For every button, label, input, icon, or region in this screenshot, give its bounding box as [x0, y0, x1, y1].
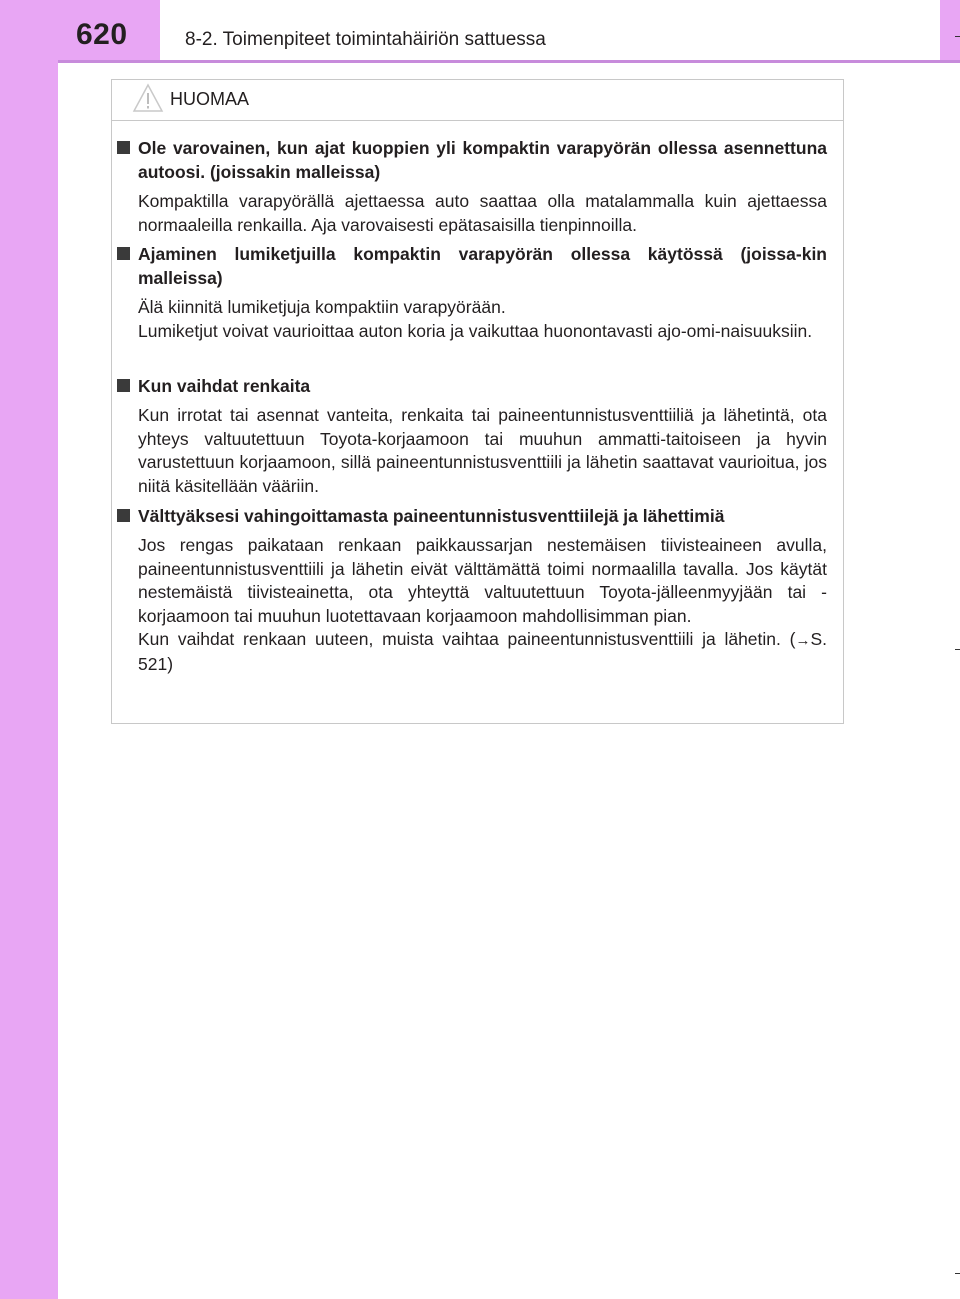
item-body: [113, 404, 843, 498]
item-paragraph: Älä kiinnitä lumiketjuja kompaktiin varapyörään.: [138, 297, 506, 317]
square-bullet-icon: [117, 509, 130, 522]
square-bullet-icon: [117, 379, 130, 392]
square-bullet-icon: [117, 247, 130, 260]
item-body: [113, 534, 843, 676]
crop-mark: [955, 649, 960, 650]
crop-mark: [955, 36, 960, 37]
item-paragraph: Kompaktilla varapyörällä ajettaessa auto saattaa olla matalammalla kuin ajettaessa normaaleilla renkailla. Aja varovaisesti epätasaisilla tienpinnoilla.: [138, 191, 827, 235]
item-paragraph: Lumiketjut voivat vaurioittaa auton koria ja vaikuttaa huonontavasti ajo-omi-naisuuksiin.: [138, 320, 813, 341]
item-paragraph: Jos rengas paikataan renkaan paikkaussarjan nestemäisen tiivisteaineen avulla, paineentunnistusventtiili ja lähetin eivät välttämättä toimi normaalilla tavalla. Jos käytät nestemäistä tiivisteainetta, ota yhteyttä valtuutettuun Toyota-jälleenmyyjään tai -korjaamoon tai muuhun luotettavaan korjaamoon mahdollisimman pian.: [138, 535, 827, 626]
arrow-right-icon: →: [795, 632, 811, 649]
item-body: [113, 296, 843, 343]
square-bullet-icon: [117, 141, 130, 154]
item-paragraph: Kun irrotat tai asennat vanteita, renkaita tai paineentunnistusventtiiliä ja lähetintä, ota yhteys valtuutettuun Toyota-korjaamoon tai muuhun ammatti-taitoiseen ja hyvin varustettuun korjaamoon, sillä paineentunnistusventtiili ja lähetin saattavat vaurioitua, jos niitä käsitellään vääriin.: [138, 405, 827, 496]
section-title: 8-2. Toimenpiteet toimintahäiriön sattuessa: [185, 29, 546, 50]
item-heading-text: Ole varovainen, kun ajat kuoppien yli kompaktin varapyörän ollessa asennettuna autoosi. (joissakin malleissa): [138, 138, 827, 182]
notice-item: [113, 242, 843, 343]
warning-triangle-icon: [132, 83, 164, 118]
item-heading-text: Kun vaihdat renkaita: [138, 376, 311, 396]
notice-box: [111, 79, 844, 724]
page-number: 620: [76, 18, 128, 51]
crop-mark: [955, 1273, 960, 1274]
notice-item: [113, 374, 843, 498]
side-color-band: [0, 0, 58, 1299]
item-heading-text: Välttyäksesi vahingoittamasta paineentunnistusventtiilejä ja lähettimiä: [138, 506, 725, 526]
item-paragraph-text: Kun vaihdat renkaan uuteen, muista vaihtaa paineentunnistusventtiili ja lähetin. (: [138, 629, 796, 649]
item-heading: [113, 242, 843, 290]
header-rule: [58, 60, 960, 63]
item-heading-text: Ajaminen lumiketjuilla kompaktin varapyörän ollessa käytössä (joissa-kin malleissa): [138, 244, 827, 288]
item-heading: [113, 374, 843, 398]
notice-header: [112, 80, 843, 121]
item-heading: [113, 504, 843, 528]
item-heading: [113, 136, 843, 184]
item-body: [113, 190, 843, 237]
page-reference[interactable]: S. 521): [138, 629, 827, 674]
item-paragraph: [138, 628, 827, 676]
notice-title: HUOMAA: [170, 89, 250, 109]
notice-item: [113, 504, 843, 676]
notice-item: [113, 136, 843, 237]
